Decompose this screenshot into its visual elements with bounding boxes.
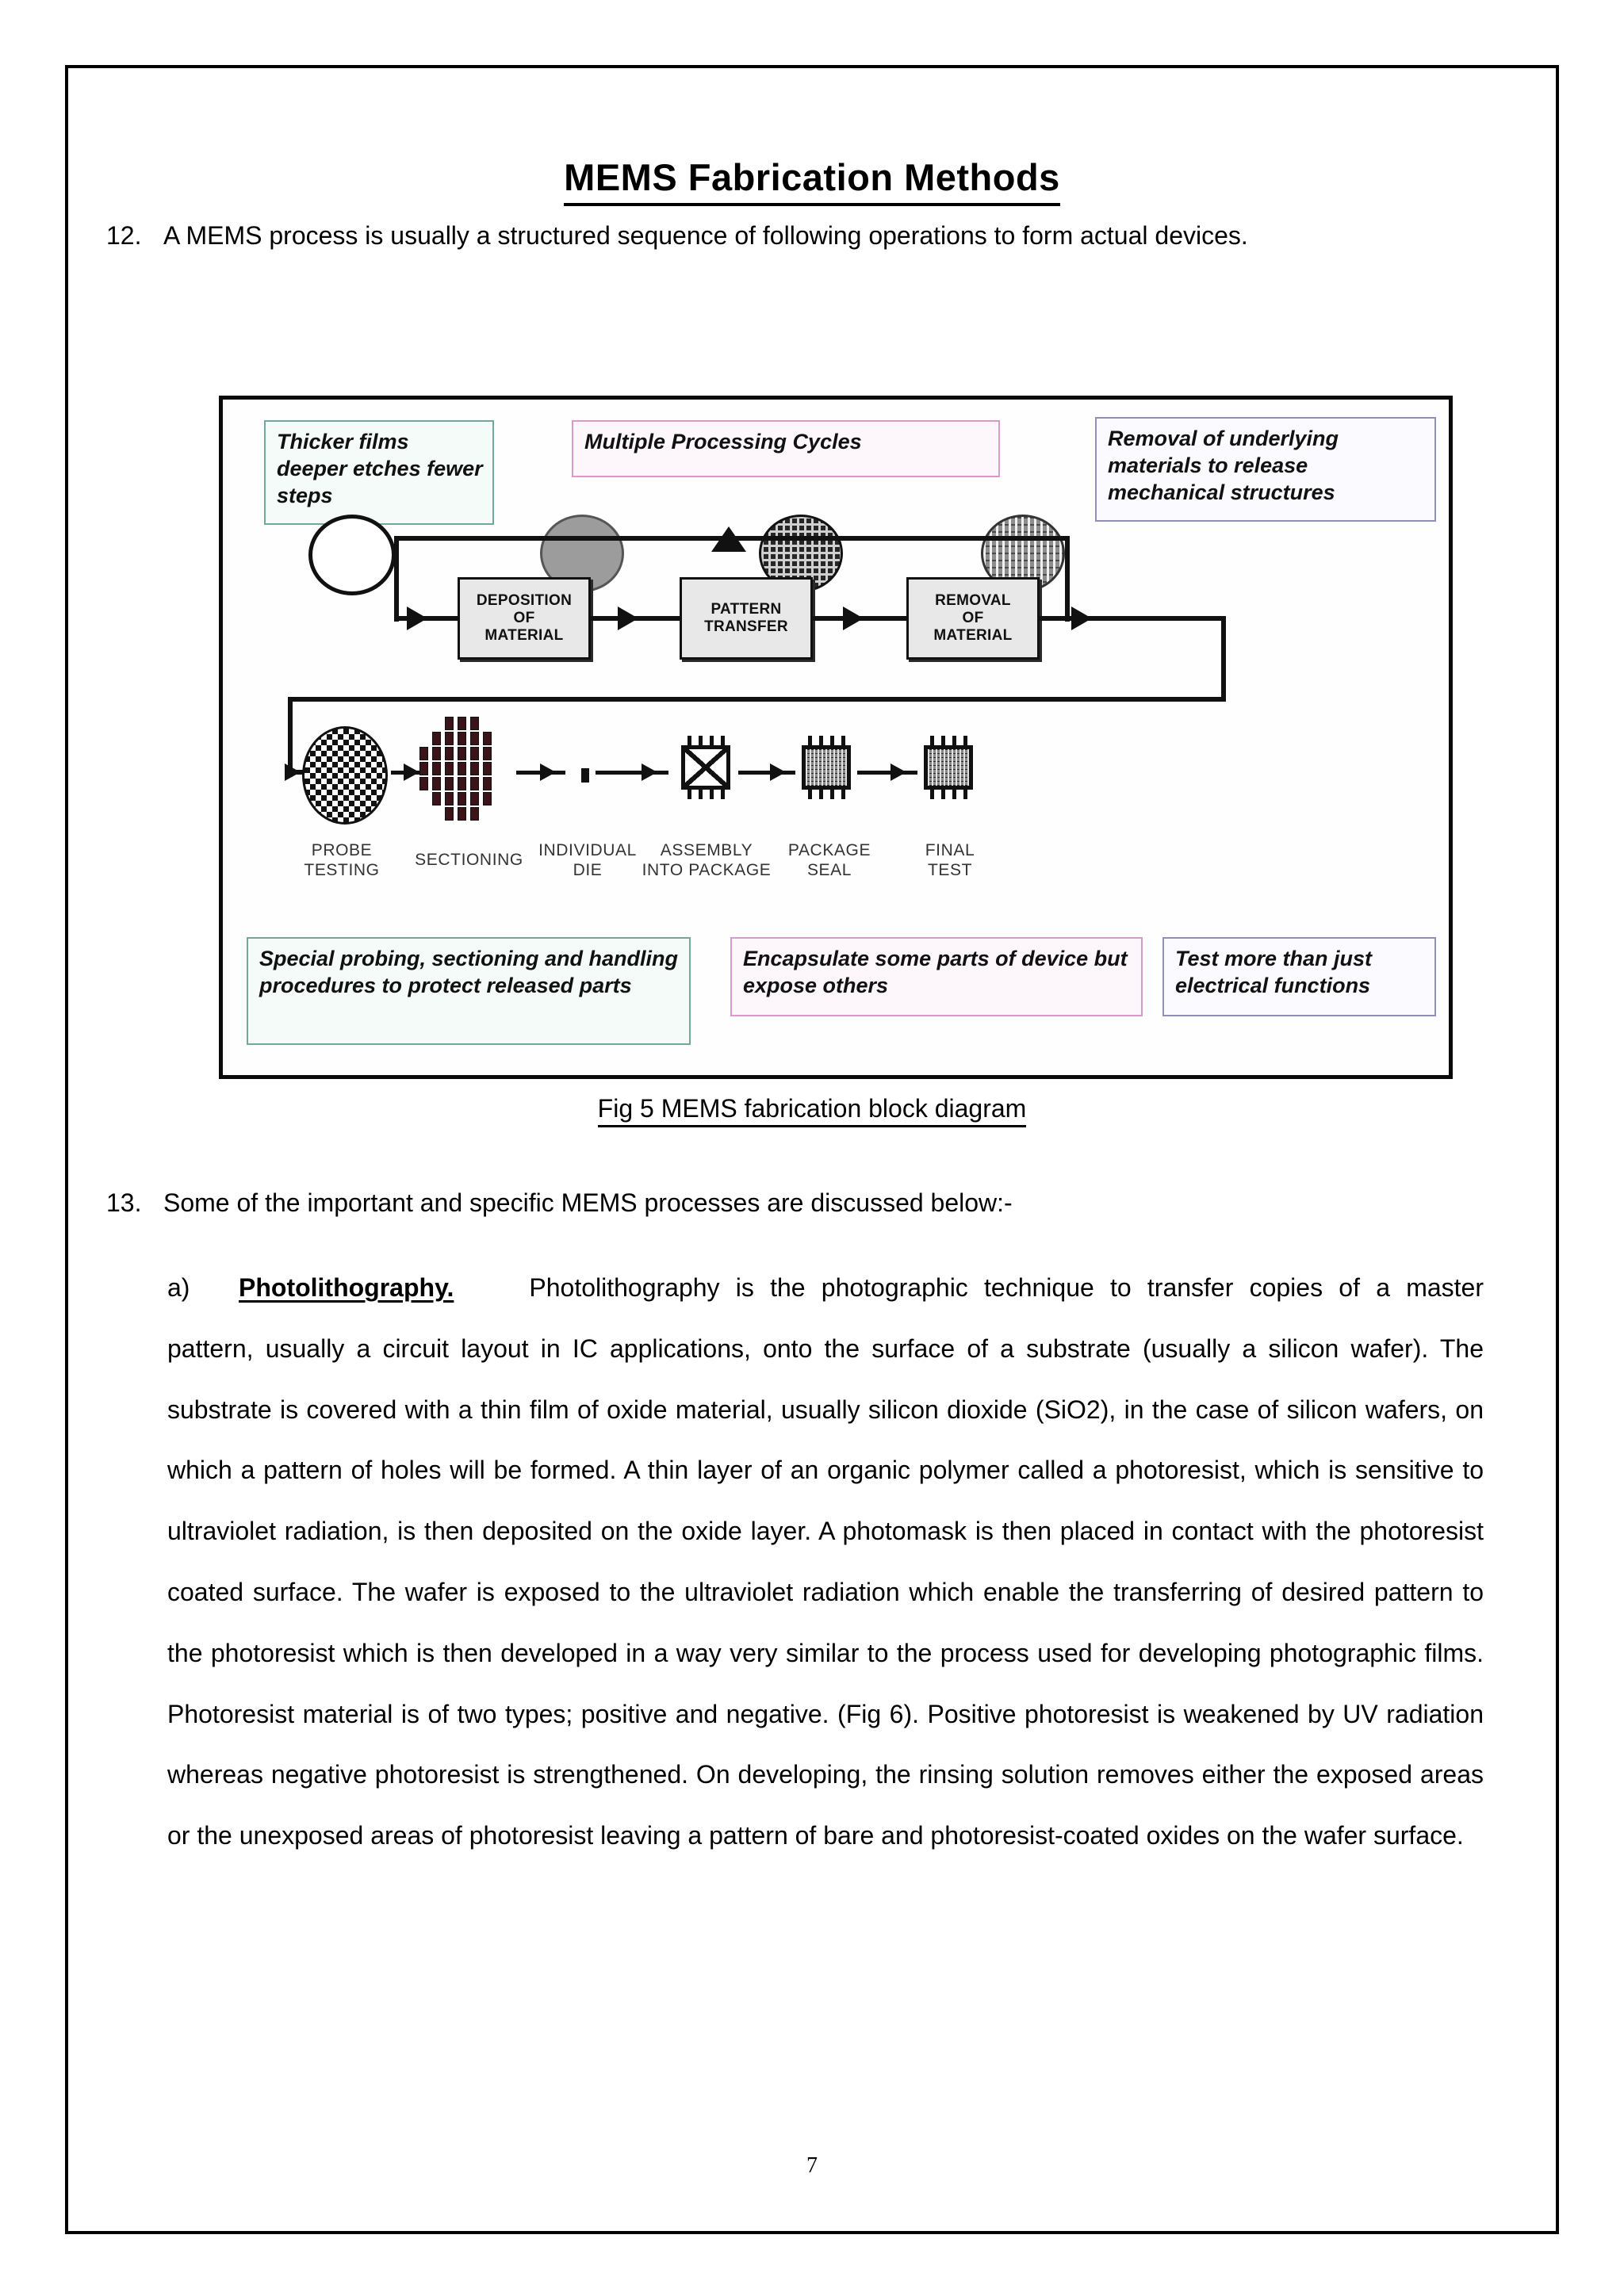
diagram-frame bbox=[219, 396, 1453, 1079]
page-title bbox=[68, 155, 1556, 199]
flow1-seg4 bbox=[1040, 616, 1226, 621]
sectioning-die-cell bbox=[483, 792, 492, 806]
sectioning-die-cell bbox=[432, 732, 441, 745]
assembly-legs-top-icon bbox=[681, 736, 730, 747]
page-border bbox=[65, 65, 1559, 2234]
sectioning-die-cell bbox=[458, 732, 466, 745]
loop-up-arrow-icon bbox=[711, 526, 746, 552]
sectioning-die-cell bbox=[470, 807, 479, 821]
loop-left-vertical bbox=[394, 536, 399, 622]
sectioning-die-cell bbox=[470, 747, 479, 760]
individual-die-icon bbox=[581, 768, 589, 783]
step-deposition-of-material bbox=[458, 577, 591, 660]
sectioning-die-cell bbox=[470, 792, 479, 806]
item-a-body: Photolithography is the photographic technique to transfer copies of a master pattern, usually a circuit layout in IC applications, onto the surface of a substrate (usually a silicon wafer). The substrate is covered with a thin film of oxide material, usually silicon dioxide (SiO2), in the case of silicon wafers, on which a pattern of holes will be formed. A thin layer of an organic polymer called a photoresist, which is sensitive to ultraviolet radiation, is then deposited on the oxide layer. A photomask is then placed in contact with the photoresist coated surface. The wafer is exposed to the ultraviolet radiation which enable the transferring of desired pattern to the photoresist which is then developed in a way very similar to the process used for developing photographic films. Photoresist material is of two types; positive and negative. (Fig 6). Positive photoresist is weakened by UV radiation whereas negative photoresist is strengthened. On developing, the rinsing solution removes either the exposed areas or the unexposed areas of photoresist leaving a pattern of bare and photoresist-coated oxides on the wafer surface. bbox=[167, 1273, 1484, 1850]
callout-removal-underlying: Removal of underlying materials to release mechanical structures bbox=[1095, 417, 1436, 522]
sectioning-die-cell bbox=[458, 747, 466, 760]
seal-legs-bottom-icon bbox=[802, 788, 851, 799]
wafer-blank-icon bbox=[308, 515, 396, 595]
label-assembly-into-package: ASSEMBLY INTO PACKAGE bbox=[642, 841, 772, 880]
label-package-seal: PACKAGE SEAL bbox=[787, 841, 871, 880]
sectioning-die-cell bbox=[470, 777, 479, 790]
label-probe-testing: PROBE TESTING bbox=[304, 841, 380, 880]
callout-thicker-films: Thicker films deeper etches fewer steps bbox=[264, 420, 494, 525]
sectioning-die-cell bbox=[445, 762, 454, 775]
assembly-legs-bottom-icon bbox=[681, 788, 730, 799]
paragraph-13 bbox=[106, 1186, 1534, 1219]
flow2-seg4 bbox=[738, 771, 795, 775]
page-title-text: MEMS Fabrication Methods bbox=[564, 156, 1060, 206]
flow1-arrow-1-icon bbox=[407, 607, 427, 630]
paragraph-12-number: 12. bbox=[106, 221, 142, 250]
figure-caption-text: Fig 5 MEMS fabrication block diagram bbox=[598, 1094, 1027, 1127]
item-a-label: a) bbox=[167, 1273, 190, 1302]
sectioning-die-cell bbox=[483, 762, 492, 775]
sectioning-die-cell bbox=[445, 777, 454, 790]
sectioning-die-cell bbox=[470, 717, 479, 730]
sectioning-die-cell bbox=[419, 762, 428, 775]
row2-entry-arrow-icon bbox=[285, 763, 301, 781]
sectioning-die-cell bbox=[445, 717, 454, 730]
sectioning-die-cell bbox=[483, 777, 492, 790]
step-pattern-label: PATTERN TRANSFER bbox=[704, 601, 788, 635]
row-transfer-horizontal bbox=[288, 697, 1226, 702]
paragraph-12-text: A MEMS process is usually a structured sequence of following operations to form actual devices. bbox=[163, 221, 1248, 250]
sectioning-die-cell bbox=[458, 807, 466, 821]
sectioning-die-cell bbox=[445, 792, 454, 806]
row-transfer-right-vertical bbox=[1221, 616, 1226, 702]
wafer-probe-testing-icon bbox=[302, 726, 388, 825]
callout-multiple-cycles: Multiple Processing Cycles bbox=[572, 420, 1000, 477]
figure-caption bbox=[68, 1094, 1556, 1123]
sectioning-die-cell bbox=[445, 747, 454, 760]
sectioning-die-cell bbox=[419, 777, 428, 790]
paragraph-13-number: 13. bbox=[106, 1188, 142, 1217]
page-content bbox=[68, 68, 1556, 2231]
paragraph-12 bbox=[106, 219, 1534, 252]
paragraph-13-text: Some of the important and specific MEMS processes are discussed below:- bbox=[163, 1188, 1013, 1217]
sectioning-die-cell bbox=[445, 807, 454, 821]
callout-special-probing: Special probing, sectioning and handling procedures to protect released parts bbox=[247, 937, 691, 1045]
sectioning-die-cell bbox=[458, 717, 466, 730]
label-individual-die: INDIVIDUAL DIE bbox=[538, 841, 637, 880]
sectioning-die-cell bbox=[458, 762, 466, 775]
flow2-arrow-2-icon bbox=[540, 763, 556, 781]
sectioning-die-cell bbox=[432, 777, 441, 790]
flow1-arrow-2-icon bbox=[618, 607, 638, 630]
sectioning-die-cell bbox=[483, 732, 492, 745]
step-removal-of-material bbox=[906, 577, 1040, 660]
flow2-seg5 bbox=[857, 771, 917, 775]
flow2-arrow-1-icon bbox=[404, 763, 419, 781]
sectioning-die-cell bbox=[432, 762, 441, 775]
sectioning-die-cell bbox=[445, 732, 454, 745]
flow2-seg3 bbox=[596, 771, 668, 775]
flow1-arrow-3-icon bbox=[843, 607, 864, 630]
sectioning-die-cell bbox=[419, 747, 428, 760]
flow2-arrow-5-icon bbox=[891, 763, 906, 781]
sectioning-die-cell bbox=[470, 762, 479, 775]
package-seal-icon bbox=[802, 745, 851, 790]
sectioning-die-cell bbox=[470, 732, 479, 745]
sectioning-die-cell bbox=[483, 747, 492, 760]
seal-legs-top-icon bbox=[802, 736, 851, 747]
label-sectioning: SECTIONING bbox=[415, 851, 523, 869]
label-final-test: FINAL TEST bbox=[925, 841, 975, 880]
item-a-term: Photolithography. bbox=[239, 1273, 454, 1302]
step-removal-label: REMOVAL OF MATERIAL bbox=[933, 592, 1013, 644]
sectioning-die-cell bbox=[432, 792, 441, 806]
item-a-photolithography bbox=[167, 1257, 1484, 1866]
sectioning-die-cell bbox=[458, 777, 466, 790]
final-legs-bottom-icon bbox=[924, 788, 973, 799]
sectioning-die-cell bbox=[432, 747, 441, 760]
final-legs-top-icon bbox=[924, 736, 973, 747]
callout-test-more: Test more than just electrical functions bbox=[1162, 937, 1436, 1016]
step-deposition-label: DEPOSITION OF MATERIAL bbox=[476, 592, 573, 644]
figure-5 bbox=[219, 396, 1453, 1079]
step-pattern-transfer bbox=[680, 577, 813, 660]
page-number: 7 bbox=[806, 2153, 818, 2178]
assembly-package-icon bbox=[681, 745, 730, 790]
sectioning-die-array-icon bbox=[419, 717, 515, 828]
sectioning-die-cell bbox=[458, 792, 466, 806]
loop-right-vertical bbox=[1065, 536, 1070, 622]
flow2-arrow-3-icon bbox=[642, 763, 657, 781]
flow2-arrow-4-icon bbox=[770, 763, 786, 781]
callout-encapsulate: Encapsulate some parts of device but expose others bbox=[730, 937, 1143, 1016]
flow1-arrow-4-icon bbox=[1071, 607, 1092, 630]
final-test-icon bbox=[924, 745, 973, 790]
